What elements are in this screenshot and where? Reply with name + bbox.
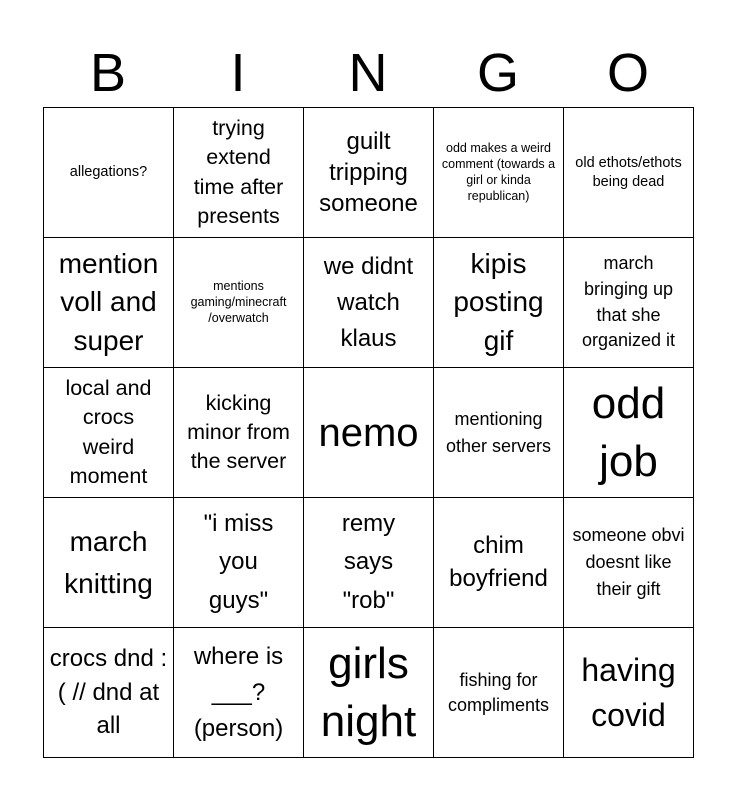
bingo-row xyxy=(44,498,694,628)
bingo-cell-text: odd makes a weird comment (towards a girl or kinda republican) xyxy=(441,141,556,203)
bingo-cell[interactable] xyxy=(44,238,174,368)
bingo-cell[interactable] xyxy=(304,368,434,498)
bingo-cell[interactable] xyxy=(564,238,694,368)
bingo-cell-text: trying extend time after presents xyxy=(193,116,284,228)
bingo-row xyxy=(44,628,694,758)
bingo-cell[interactable] xyxy=(174,368,304,498)
bingo-cell-text: having covid xyxy=(581,651,676,733)
bingo-cell-text: march bringing up that she organized it xyxy=(581,253,676,351)
bingo-cell[interactable] xyxy=(564,368,694,498)
bingo-cell-text: "i miss you guys" xyxy=(203,509,274,614)
bingo-cell-text: crocs dnd :( // dnd at all xyxy=(49,645,168,740)
bingo-cell-text: guilt tripping someone xyxy=(319,127,418,218)
bingo-cell-text: kicking minor from the server xyxy=(187,390,290,474)
bingo-cell-text: where is ___? (person) xyxy=(193,642,284,742)
header-letter-i: I xyxy=(230,43,246,103)
bingo-cell[interactable] xyxy=(44,368,174,498)
bingo-cell[interactable] xyxy=(564,108,694,238)
bingo-cell[interactable] xyxy=(174,108,304,238)
bingo-cell-text: march knitting xyxy=(64,525,153,599)
bingo-row xyxy=(44,368,694,498)
bingo-cell[interactable] xyxy=(304,108,434,238)
bingo-cell-text: mention voll and super xyxy=(58,248,159,356)
bingo-cell-text: chim boyfriend xyxy=(449,532,548,592)
header-letter-g: G xyxy=(476,43,519,103)
header-letter-n: N xyxy=(348,43,388,103)
bingo-row xyxy=(44,238,694,368)
bingo-cell[interactable] xyxy=(434,498,564,628)
bingo-board xyxy=(43,107,694,758)
bingo-cell-text: local and crocs weird moment xyxy=(65,376,152,488)
header-letter-o: O xyxy=(606,43,649,103)
bingo-cell[interactable] xyxy=(564,628,694,758)
bingo-cell[interactable] xyxy=(304,498,434,628)
bingo-cell-text: old ethots/ethots being dead xyxy=(575,154,682,190)
bingo-cell-text: someone obvi doesnt like their gift xyxy=(572,525,685,599)
bingo-cell[interactable] xyxy=(44,498,174,628)
bingo-row xyxy=(44,108,694,238)
bingo-cell-text: odd job xyxy=(591,379,666,486)
bingo-cell[interactable] xyxy=(434,108,564,238)
bingo-cell[interactable] xyxy=(564,498,694,628)
bingo-cell[interactable] xyxy=(434,628,564,758)
header-letter-b: B xyxy=(89,43,127,103)
bingo-header xyxy=(43,40,693,106)
bingo-cell-text: mentioning other servers xyxy=(445,408,552,456)
bingo-cell[interactable] xyxy=(434,368,564,498)
bingo-cell-text: fishing for compliments xyxy=(447,670,550,715)
bingo-cell[interactable] xyxy=(174,238,304,368)
bingo-cell[interactable] xyxy=(174,498,304,628)
bingo-cell[interactable] xyxy=(44,108,174,238)
bingo-cell-text: girls night xyxy=(320,639,417,746)
bingo-cell[interactable] xyxy=(434,238,564,368)
bingo-cell[interactable] xyxy=(44,628,174,758)
bingo-cell[interactable] xyxy=(174,628,304,758)
bingo-cell[interactable] xyxy=(304,628,434,758)
bingo-cell-text: kipis posting gif xyxy=(453,248,544,356)
bingo-cell-text: allegations? xyxy=(69,164,148,181)
bingo-cell-text: remy says "rob" xyxy=(341,509,396,614)
bingo-cell-text: mentions gaming/minecraft /overwatch xyxy=(190,279,287,325)
bingo-cell-text: nemo xyxy=(318,410,419,455)
bingo-cell[interactable] xyxy=(304,238,434,368)
bingo-cell-text: we didnt watch klaus xyxy=(323,252,414,352)
